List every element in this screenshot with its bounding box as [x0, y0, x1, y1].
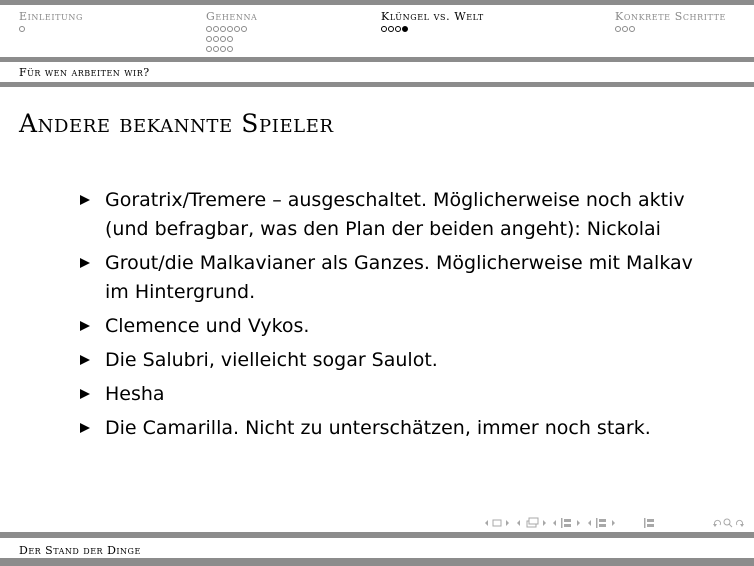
frame-dot-icon[interactable] — [615, 26, 621, 32]
list-item — [80, 249, 720, 307]
bullet-triangle-icon — [80, 423, 90, 433]
list-item-text: Hesha — [105, 383, 165, 405]
slide-icon[interactable] — [493, 520, 501, 526]
nav-dots — [615, 24, 726, 34]
frame-dot-icon[interactable] — [241, 26, 247, 32]
frame-dot-icon[interactable] — [220, 36, 226, 42]
list-item-text: Die Camarilla. Nicht zu unterschätzen, immer noch stark. — [105, 417, 651, 439]
frame-title: Andere bekannte Spieler — [19, 109, 334, 138]
navigation-symbols-icons — [484, 516, 749, 530]
frame-dot-icon[interactable] — [220, 46, 226, 52]
subsection-icon[interactable] — [561, 518, 571, 528]
list-item — [80, 186, 720, 244]
frame-dot-icon[interactable] — [206, 26, 212, 32]
list-item — [80, 346, 720, 375]
section-icon[interactable] — [596, 518, 606, 528]
nav-section-konkrete-schritte[interactable] — [615, 10, 726, 34]
top-rule — [0, 0, 754, 5]
bullet-triangle-icon — [80, 258, 90, 268]
frame-dot-icon[interactable] — [227, 46, 233, 52]
dot-row — [206, 44, 257, 54]
frame-dot-icon[interactable] — [622, 26, 628, 32]
dot-row — [19, 24, 83, 34]
nav-dots — [206, 24, 257, 54]
prev-frame-icon[interactable] — [517, 520, 520, 526]
nav-dots — [381, 24, 484, 34]
footer-title: Der Stand der Dinge — [19, 544, 141, 557]
prev-slide-icon[interactable] — [485, 520, 488, 526]
frame-icon[interactable] — [527, 518, 538, 527]
frame-dot-icon[interactable] — [234, 26, 240, 32]
nav-section-title[interactable]: Einleitung — [19, 10, 83, 23]
frame-dot-icon[interactable] — [227, 26, 233, 32]
frame-dot-icon[interactable] — [213, 46, 219, 52]
bullet-triangle-icon — [80, 195, 90, 205]
frame-dot-icon[interactable] — [213, 36, 219, 42]
dot-row — [615, 24, 726, 34]
back-arrow-icon[interactable] — [713, 520, 721, 527]
subsection-title: Für wen arbeiten wir? — [19, 66, 150, 79]
frame-dot-icon[interactable] — [402, 26, 408, 32]
list-item — [80, 380, 720, 409]
dot-row — [206, 24, 257, 34]
list-item — [80, 312, 720, 341]
bullet-list — [80, 186, 720, 448]
nav-section-einleitung[interactable] — [19, 10, 83, 34]
next-section-icon[interactable] — [612, 520, 615, 526]
dot-row — [206, 34, 257, 44]
bullet-triangle-icon — [80, 321, 90, 331]
frame-dot-icon[interactable] — [213, 26, 219, 32]
nav-section-title[interactable]: Klüngel vs. Welt — [381, 10, 484, 23]
nav-section-kluengel-vs-welt[interactable] — [381, 10, 484, 34]
prev-section-icon[interactable] — [588, 520, 591, 526]
navigation-symbols — [484, 516, 749, 530]
frame-dot-icon[interactable] — [19, 26, 25, 32]
bullet-triangle-icon — [80, 389, 90, 399]
nav-section-title[interactable]: Konkrete Schritte — [615, 10, 726, 23]
bullet-triangle-icon — [80, 355, 90, 365]
nav-section-gehenna[interactable] — [206, 10, 257, 54]
frame-dot-icon[interactable] — [206, 36, 212, 42]
list-item-text: Clemence und Vykos. — [105, 315, 310, 337]
list-item — [80, 414, 720, 443]
list-item-text: Goratrix/Tremere – ausgeschaltet. Möglicherweise noch aktiv (und befragbar, was den Plan der beiden angeht): Nickolai — [105, 189, 685, 240]
frame-dot-icon[interactable] — [227, 36, 233, 42]
next-frame-icon[interactable] — [543, 520, 546, 526]
subsection-bottom-rule — [0, 82, 754, 87]
list-item-text: Die Salubri, vielleicht sogar Saulot. — [105, 349, 438, 371]
frame-dot-icon[interactable] — [206, 46, 212, 52]
nav-section-title[interactable]: Gehenna — [206, 10, 258, 23]
document-icon[interactable] — [644, 518, 654, 528]
list-item-text: Grout/die Malkavianer als Ganzes. Möglicherweise mit Malkav im Hintergrund. — [105, 252, 693, 303]
next-slide-icon[interactable] — [506, 520, 509, 526]
frame-dot-icon[interactable] — [220, 26, 226, 32]
frame-dot-icon[interactable] — [388, 26, 394, 32]
frame-dot-icon[interactable] — [395, 26, 401, 32]
search-icon[interactable] — [724, 519, 732, 527]
nav-bottom-rule — [0, 57, 754, 62]
frame-dot-icon[interactable] — [381, 26, 387, 32]
forward-arrow-icon[interactable] — [737, 520, 745, 527]
footer-top-rule — [0, 532, 754, 538]
next-subsection-icon[interactable] — [577, 520, 580, 526]
nav-dots — [19, 24, 83, 34]
frame-dot-icon[interactable] — [629, 26, 635, 32]
dot-row — [381, 24, 484, 34]
footer-bottom-rule — [0, 558, 754, 566]
prev-subsection-icon[interactable] — [553, 520, 556, 526]
